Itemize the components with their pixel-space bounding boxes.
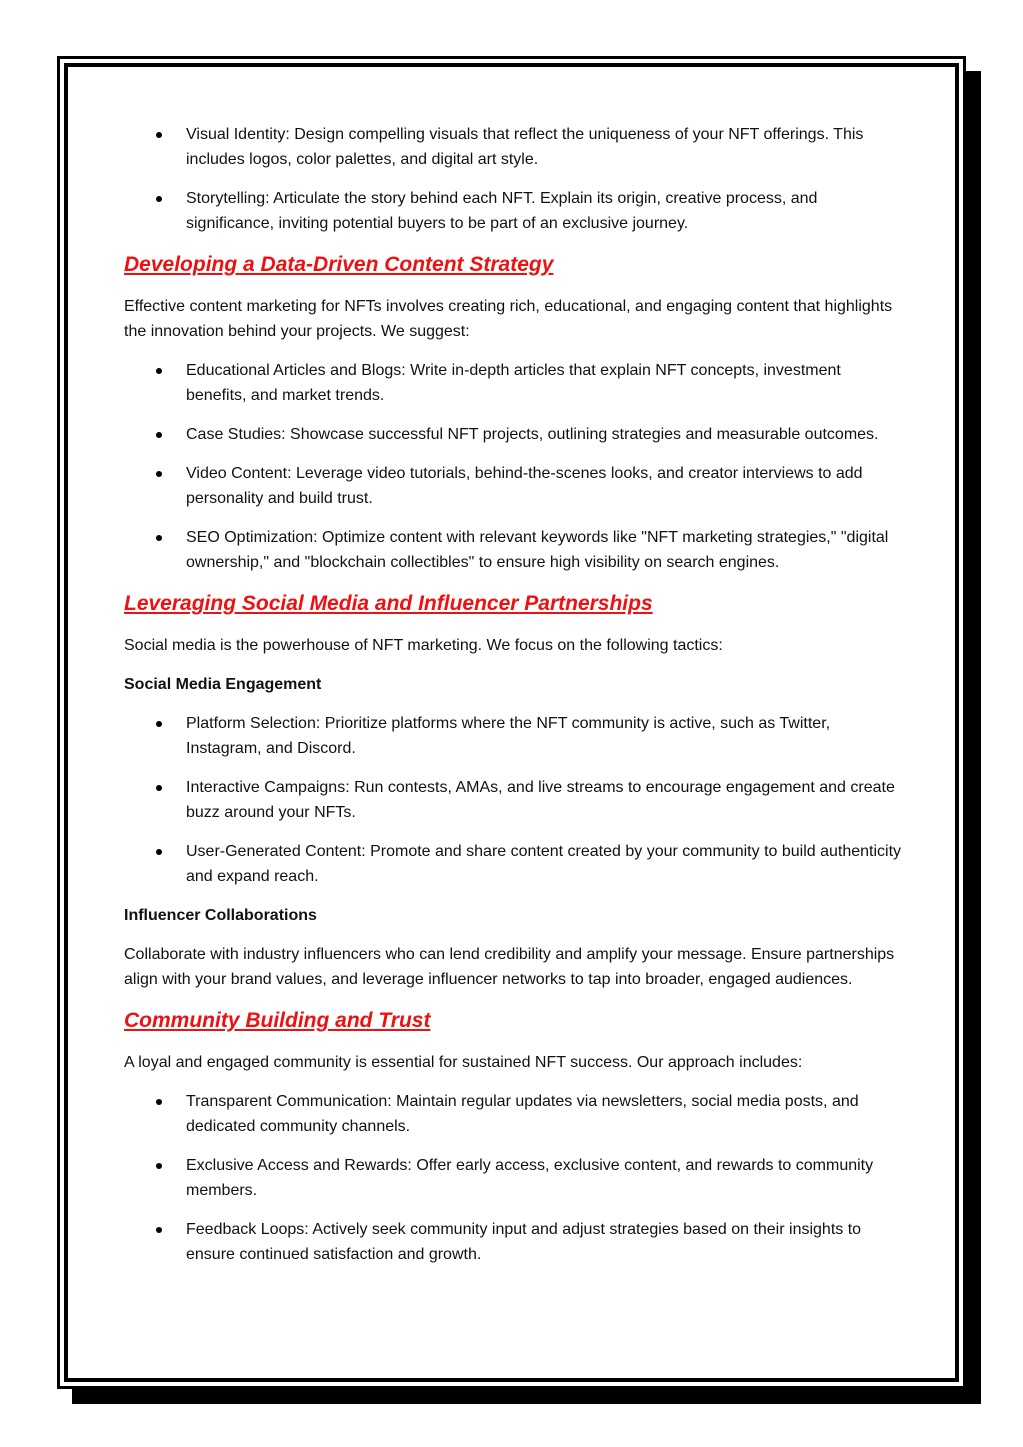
bullet-icon	[156, 132, 162, 138]
community-bullet-list	[124, 1089, 904, 1267]
subheading-social-media-engagement: Social Media Engagement	[124, 676, 322, 693]
list-item-text: Visual Identity: Design compelling visuals that reflect the uniqueness of your NFT offerings. This includes logos, color palettes, and digital art style.	[186, 126, 864, 168]
section-heading-community: Community Building and Trust	[124, 1009, 431, 1032]
section-heading-social-media: Leveraging Social Media and Influencer Partnerships	[124, 592, 653, 615]
list-item	[124, 839, 904, 889]
section-intro-paragraph: Effective content marketing for NFTs involves creating rich, educational, and engaging content that highlights the innovation behind your projects. We suggest:	[124, 298, 893, 340]
bullet-icon	[156, 849, 162, 855]
document-body	[124, 122, 904, 1281]
list-item-text: Video Content: Leverage video tutorials, behind-the-scenes looks, and creator interviews to add personality and build trust.	[186, 465, 863, 507]
list-item	[124, 122, 904, 172]
list-item	[124, 422, 904, 447]
list-item	[124, 1217, 904, 1267]
subheading-influencer-collaborations: Influencer Collaborations	[124, 907, 317, 924]
social-media-bullet-list	[124, 711, 904, 889]
list-item-text: User-Generated Content: Promote and share content created by your community to build authenticity and expand reach.	[186, 843, 902, 885]
list-item-text: Interactive Campaigns: Run contests, AMAs, and live streams to encourage engagement and create buzz around your NFTs.	[186, 779, 895, 821]
list-item	[124, 1153, 904, 1203]
bullet-icon	[156, 1227, 162, 1233]
list-item-text: Educational Articles and Blogs: Write in-depth articles that explain NFT concepts, investment benefits, and market trends.	[186, 362, 841, 404]
list-item-text: Transparent Communication: Maintain regular updates via newsletters, social media posts, and dedicated community channels.	[186, 1093, 859, 1135]
list-item	[124, 775, 904, 825]
list-item	[124, 461, 904, 511]
list-item-text: Feedback Loops: Actively seek community input and adjust strategies based on their insights to ensure continued satisfaction and growth.	[186, 1221, 862, 1263]
bullet-icon	[156, 785, 162, 791]
bullet-icon	[156, 721, 162, 727]
bullet-icon	[156, 368, 162, 374]
influencer-paragraph: Collaborate with industry influencers who can lend credibility and amplify your message. Ensure partnerships align with your brand values, and leverage influencer networks to tap into broader, engaged audiences.	[124, 946, 895, 988]
list-item	[124, 525, 904, 575]
bullet-icon	[156, 1163, 162, 1169]
section-intro-paragraph: Social media is the powerhouse of NFT marketing. We focus on the following tactics:	[124, 637, 723, 654]
content-strategy-bullet-list	[124, 358, 904, 575]
list-item-text: Exclusive Access and Rewards: Offer early access, exclusive content, and rewards to community members.	[186, 1157, 874, 1199]
section-heading-content-strategy: Developing a Data-Driven Content Strategy	[124, 253, 554, 276]
list-item-text: SEO Optimization: Optimize content with relevant keywords like "NFT marketing strategies," "digital ownership," and "blockchain collectibles" to ensure high visibility on search engines.	[186, 529, 889, 571]
bullet-icon	[156, 196, 162, 202]
list-item	[124, 711, 904, 761]
list-item-text: Platform Selection: Prioritize platforms where the NFT community is active, such as Twitter, Instagram, and Discord.	[186, 715, 831, 757]
list-item	[124, 1089, 904, 1139]
list-item-text: Case Studies: Showcase successful NFT projects, outlining strategies and measurable outcomes.	[186, 426, 879, 443]
bullet-icon	[156, 535, 162, 541]
intro-bullet-list	[124, 122, 904, 236]
bullet-icon	[156, 1099, 162, 1105]
bullet-icon	[156, 471, 162, 477]
list-item-text: Storytelling: Articulate the story behind each NFT. Explain its origin, creative process, and significance, inviting potential buyers to be part of an exclusive journey.	[186, 190, 818, 232]
list-item	[124, 186, 904, 236]
list-item	[124, 358, 904, 408]
section-intro-paragraph: A loyal and engaged community is essential for sustained NFT success. Our approach includes:	[124, 1054, 803, 1071]
bullet-icon	[156, 432, 162, 438]
